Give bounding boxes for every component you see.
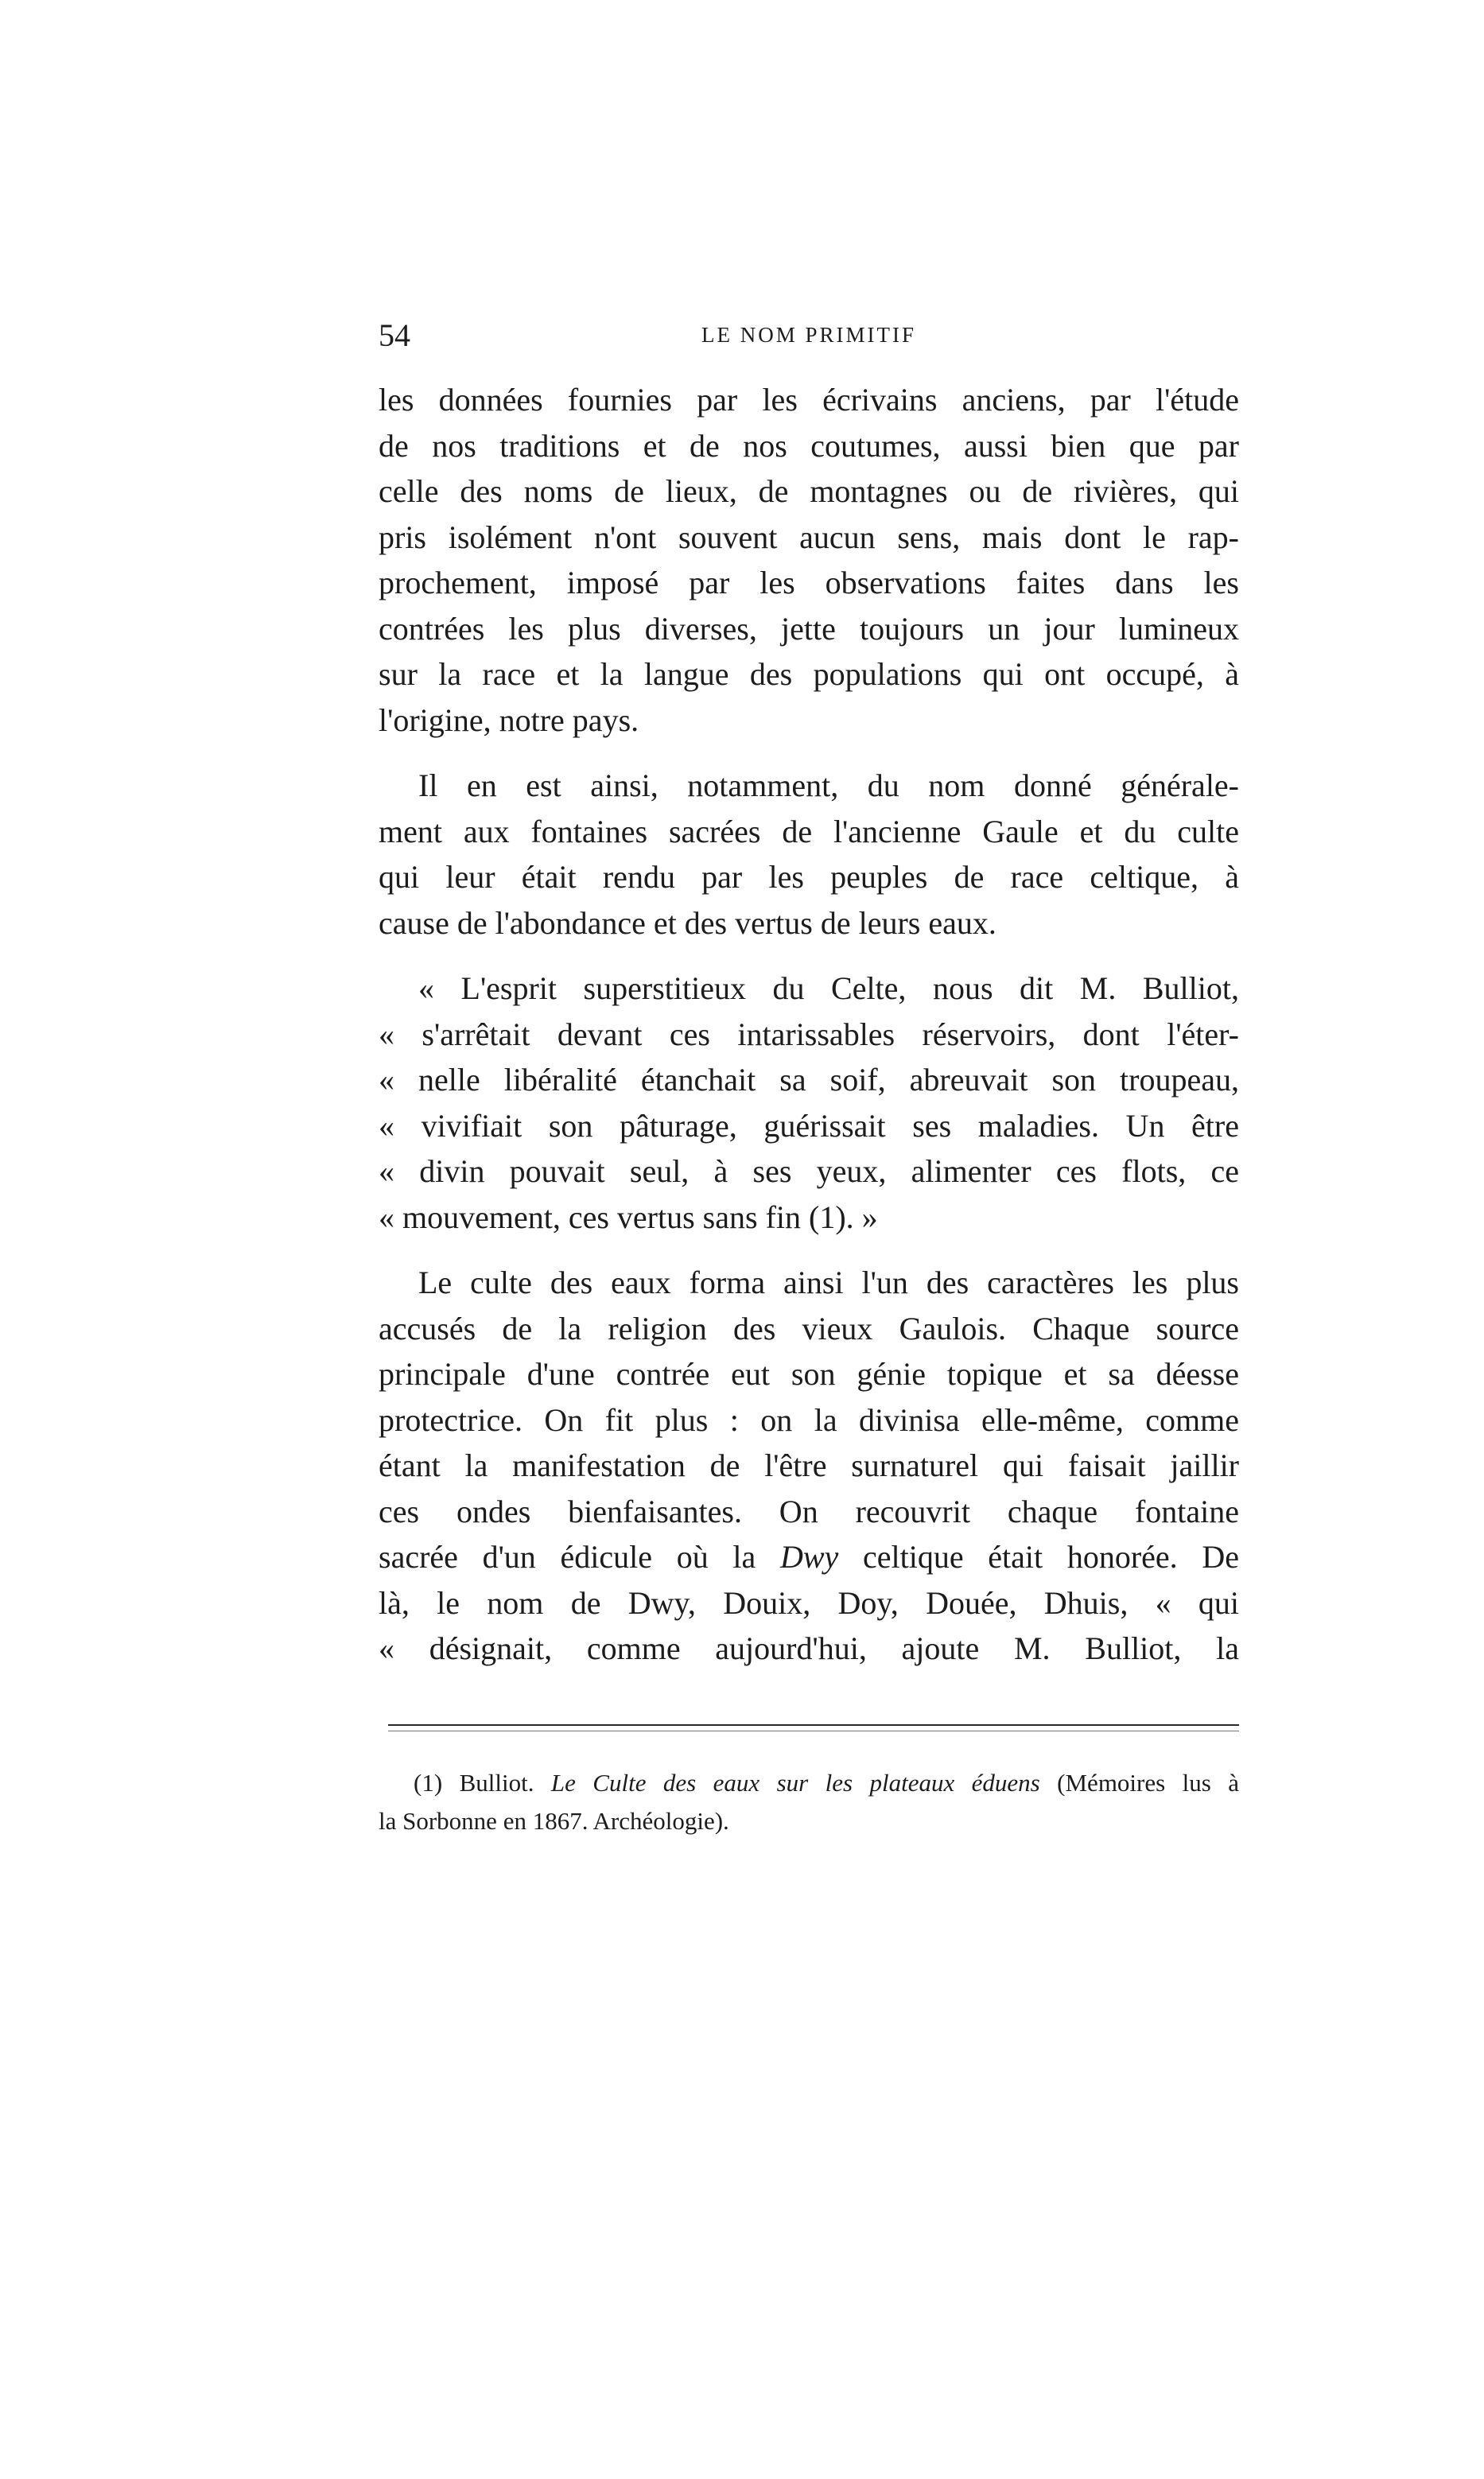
text-line: cause de l'abondance et des vertus de leurs eaux.	[379, 904, 996, 941]
quote-line: « s'arrêtait devant ces intarissables réservoirs, dont l'éter-	[379, 1016, 1239, 1052]
text-line: prochement, imposé par les observations faites dans les	[379, 565, 1239, 600]
text-line: protectrice. On fit plus : on la divinisa elle-même, comme	[379, 1401, 1239, 1438]
text-line: sur la race et la langue des populations qui ont occupé, à	[379, 656, 1239, 692]
quote-line: « L'esprit superstitieux du Celte, nous dit M. Bulliot,	[418, 970, 1239, 1006]
text-line: celle des noms de lieux, de montagnes ou de rivières, qui	[379, 473, 1239, 509]
text-line: l'origine, notre pays.	[379, 701, 639, 738]
text-span: sacrée d'un édicule où la	[379, 1539, 780, 1575]
separator-rule	[388, 1724, 1239, 1726]
quote-line: « nelle libéralité étanchait sa soif, abreuvait son troupeau,	[379, 1062, 1239, 1098]
quote-line: « vivifiait son pâturage, guérissait ses maladies. Un être	[379, 1107, 1239, 1144]
footnote-separator	[379, 1724, 1239, 1735]
text-line: « désignait, comme aujourd'hui, ajoute M. Bulliot, la	[379, 1630, 1239, 1666]
text-line: les données fournies par les écrivains anciens, par l'étude	[379, 382, 1239, 418]
text-span: celtique était honorée. De	[838, 1539, 1240, 1575]
text-line: contrées les plus diverses, jette toujours un jour lumineux	[379, 610, 1239, 647]
running-head: LE NOM PRIMITIF	[701, 323, 916, 347]
text-line: Le culte des eaux forma ainsi l'un des caractères les plus	[418, 1265, 1239, 1300]
footnote-line	[379, 1764, 1239, 1802]
footnote-suffix: (Mémoires lus à	[1039, 1769, 1239, 1797]
footnote-prefix: (1) Bulliot.	[414, 1769, 551, 1797]
page-number: 54	[379, 317, 410, 353]
text-line: étant la manifestation de l'être surnaturel qui faisait jaillir	[379, 1447, 1239, 1483]
italic-term: Dwy	[779, 1539, 839, 1575]
text-line: qui leur était rendu par les peuples de race celtique, à	[379, 859, 1239, 895]
text-line: Il en est ainsi, notamment, du nom donné générale-	[418, 767, 1239, 803]
footnote-line: la Sorbonne en 1867. Archéologie).	[379, 1807, 729, 1835]
quotation-block	[379, 966, 1239, 1240]
text-line: pris isolément n'ont souvent aucun sens, mais dont le rap-	[379, 519, 1239, 555]
text-line	[379, 1534, 1239, 1580]
text-line: principale d'une contrée eut son génie topique et sa déesse	[379, 1356, 1239, 1392]
paragraph-3	[379, 1260, 1239, 1672]
paragraph-2	[379, 763, 1239, 946]
footnote	[379, 1764, 1239, 1840]
text-line: là, le nom de Dwy, Douix, Doy, Douée, Dhuis, « qui	[379, 1584, 1239, 1621]
text-line: ces ondes bienfaisantes. On recouvrit chaque fontaine	[379, 1493, 1239, 1529]
body-text	[379, 377, 1239, 1692]
text-line: accusés de la religion des vieux Gaulois. Chaque source	[379, 1310, 1239, 1346]
paragraph-1	[379, 377, 1239, 743]
text-line: ment aux fontaines sacrées de l'ancienne Gaule et du culte	[379, 813, 1239, 849]
footnote-title: Le Culte des eaux sur les plateaux éduens	[550, 1769, 1040, 1797]
page-header	[379, 317, 1239, 353]
text-line: de nos traditions et de nos coutumes, aussi bien que par	[379, 427, 1239, 464]
quote-line: « divin pouvait seul, à ses yeux, alimenter ces flots, ce	[379, 1153, 1239, 1189]
quote-line: « mouvement, ces vertus sans fin (1). »	[379, 1199, 878, 1235]
